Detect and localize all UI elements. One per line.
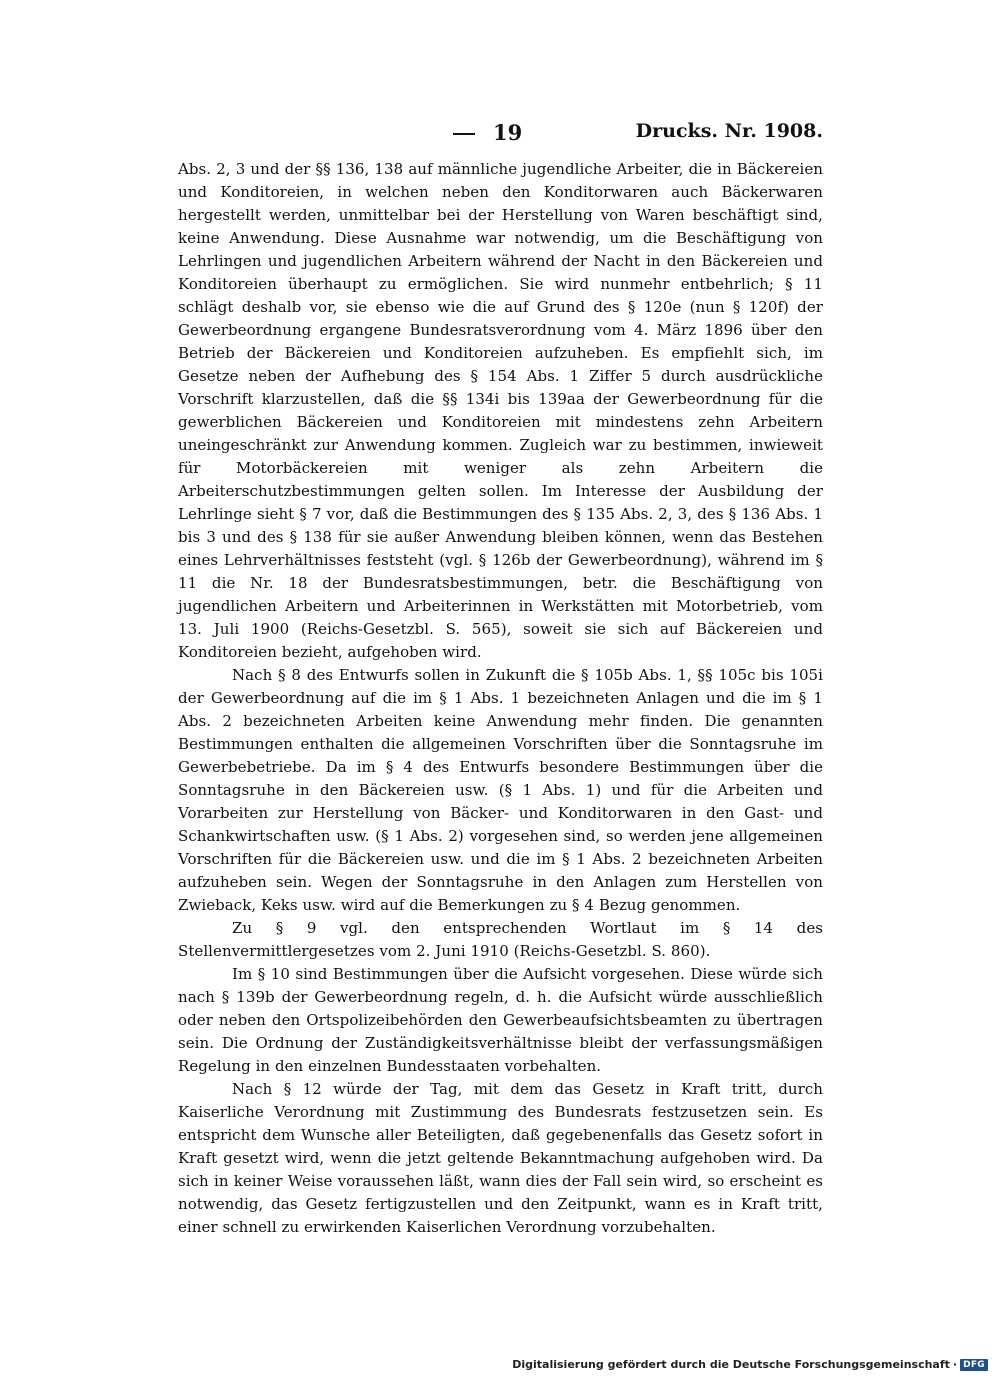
- page-number: 19: [493, 120, 523, 145]
- body-text: [178, 158, 823, 1239]
- page-header: [178, 120, 823, 148]
- paragraph-2: Nach § 8 des Entwurfs sollen in Zukunft die § 105b Abs. 1, §§ 105c bis 105i der Gewerbeordnung auf die im § 1 Abs. 1 bezeichneten Anlagen und die im § 1 Abs. 2 bezeichneten Arbeiten keine Anwendung mehr finden. Die genannten Bestimmungen enthalten die allgemeinen Vorschriften über die Sonntagsruhe im Gewerbebetriebe. Da im § 4 des Entwurfs besondere Bestimmungen über die Sonntagsruhe in den Bäckereien usw. (§ 1 Abs. 1) und für die Arbeiten und Vorarbeiten zur Herstellung von Bäcker- und Konditorwaren in den Gast- und Schankwirtschaften usw. (§ 1 Abs. 2) vorgesehen sind, so werden jene allgemeinen Vorschriften für die Bäckereien usw. und die im § 1 Abs. 2 bezeichneten Arbeiten aufzuheben sein. Wegen der Sonntagsruhe in den Anlagen zum Herstellen von Zwieback, Keks usw. wird auf die Bemerkungen zu § 4 Bezug genommen.: [178, 666, 823, 914]
- document-reference: Drucks. Nr. 1908.: [635, 120, 823, 142]
- credit-separator: ·: [952, 1358, 958, 1371]
- paragraph-4: Im § 10 sind Bestimmungen über die Aufsicht vorgesehen. Diese würde sich nach § 139b der Gewerbeordnung regeln, d. h. die Aufsicht würde ausschließlich oder neben den Ortspolizeibehörden den Gewerbeaufsichtsbeamten zu übertragen sein. Die Ordnung der Zuständigkeitsverhältnisse bleibt der verfassungsmäßigen Regelung in den einzelnen Bundesstaaten vorbehalten.: [178, 965, 823, 1075]
- paragraph-1: Abs. 2, 3 und der §§ 136, 138 auf männliche jugendliche Arbeiter, die in Bäckereien und Konditoreien, in welchen neben den Konditorwaren auch Bäckerwaren hergestellt werden, unmittelbar bei der Herstellung von Waren beschäftigt sind, keine Anwendung. Diese Ausnahme war notwendig, um die Beschäftigung von Lehrlingen und jugendlichen Arbeitern während der Nacht in den Bäckereien und Konditoreien überhaupt zu ermöglichen. Sie wird nunmehr entbehrlich; § 11 schlägt deshalb vor, sie ebenso wie die auf Grund des § 120e (nun § 120f) der Gewerbeordnung ergangene Bundesratsverordnung vom 4. März 1896 über den Betrieb der Bäckereien und Konditoreien aufzuheben. Es empfiehlt sich, im Gesetze neben der Aufhebung des § 154 Abs. 1 Ziffer 5 durch ausdrückliche Vorschrift klarzustellen, daß die §§ 134i bis 139aa der Gewerbeordnung für die gewerblichen Bäckereien und Konditoreien mit mindestens zehn Arbeitern uneingeschränkt zur Anwendung kommen. Zugleich war zu bestimmen, inwieweit für Motorbäckereien mit weniger als zehn Arbeitern die Arbeiterschutzbestimmungen gelten sollen. Im Interesse der Ausbildung der Lehrlinge sieht § 7 vor, daß die Bestimmungen des § 135 Abs. 2, 3, des § 136 Abs. 1 bis 3 und des § 138 für sie außer Anwendung bleiben können, wenn das Bestehen eines Lehrverhältnisses feststeht (vgl. § 126b der Gewerbeordnung), während im § 11 die Nr. 18 der Bundesratsbestimmungen, betr. die Beschäftigung von jugendlichen Arbeitern und Arbeiterinnen in Werkstätten mit Motorbetrieb, vom 13. Juli 1900 (Reichs-Gesetzbl. S. 565), soweit sie sich auf Bäckereien und Konditoreien bezieht, aufgehoben wird.: [178, 160, 823, 661]
- paragraph-3: Zu § 9 vgl. den entsprechenden Wortlaut im § 14 des Stellenvermittlergesetzes vom 2. Juni 1910 (Reichs-Gesetzbl. S. 860).: [178, 919, 823, 960]
- credit-text: Digitalisierung gefördert durch die Deutsche Forschungsgemeinschaft: [512, 1358, 950, 1371]
- header-dash: [453, 133, 475, 135]
- dfg-logo-icon: DFG: [960, 1359, 988, 1371]
- digitization-credit: [512, 1358, 988, 1371]
- paragraph-5: Nach § 12 würde der Tag, mit dem das Gesetz in Kraft tritt, durch Kaiserliche Verordnung mit Zustimmung des Bundesrats festzusetzen sein. Es entspricht dem Wunsche aller Beteiligten, daß gegebenenfalls das Gesetz sofort in Kraft gesetzt wird, wenn die jetzt geltende Bekanntmachung aufgehoben wird. Da sich in keiner Weise voraussehen läßt, wann dies der Fall sein wird, so erscheint es notwendig, das Gesetz fertigzustellen und den Zeitpunkt, wann es in Kraft tritt, einer schnell zu erwirkenden Kaiserlichen Verordnung vorzubehalten.: [178, 1080, 823, 1236]
